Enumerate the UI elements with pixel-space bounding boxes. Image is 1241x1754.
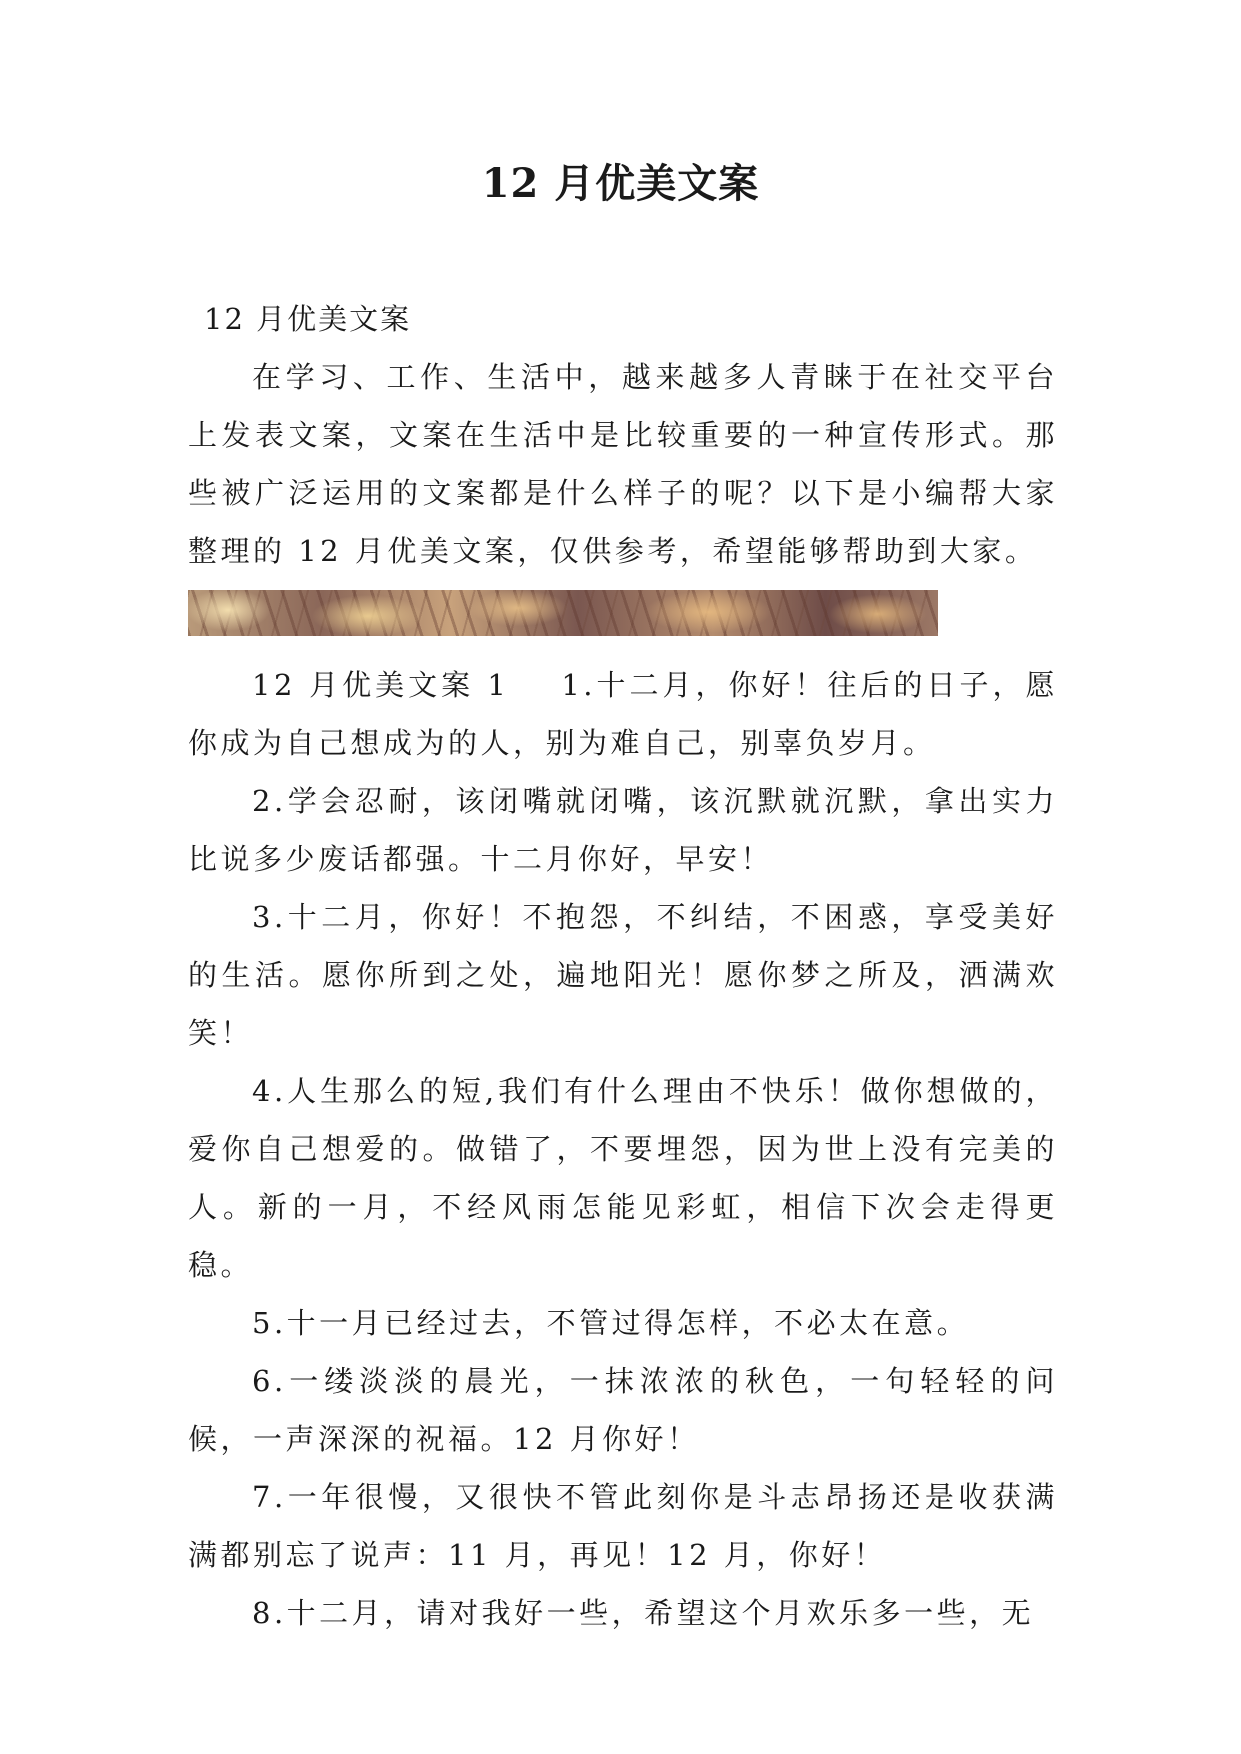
- document-body: [188, 290, 1058, 1642]
- list-item: 4.人生那么的短,我们有什么理由不快乐！做你想做的，爱你自己想爱的。做错了，不要埋怨，因为世上没有完美的人。新的一月，不经风雨怎能见彩虹，相信下次会走得更稳。: [188, 1074, 1058, 1282]
- list-item: 3.十二月，你好！不抱怨，不纠结，不困惑，享受美好的生活。愿你所到之处，遍地阳光！愿你梦之所及，洒满欢笑！: [188, 900, 1058, 1050]
- list-item: 7.一年很慢，又很快不管此刻你是斗志昂扬还是收获满满都别忘了说声：11 月，再见！12 月，你好！: [188, 1480, 1058, 1572]
- subtitle: 12 月优美文案: [204, 302, 412, 336]
- list-item: 5.十一月已经过去，不管过得怎样，不必太在意。: [252, 1306, 970, 1340]
- intro-paragraph: 在学习、工作、生活中，越来越多人青睐于在社交平台上发表文案，文案在生活中是比较重要的一种宣传形式。那些被广泛运用的文案都是什么样子的呢？以下是小编帮大家整理的 12 月优美文案，仅供参考，希望能够帮助到大家。: [188, 360, 1058, 568]
- page-title: 12 月优美文案: [481, 160, 760, 207]
- list-item-text: 1.十二月，你好！往后的日子，愿你成为自己想成为的人，别为难自己，别辜负岁月。: [188, 668, 1059, 760]
- section-heading: 12 月优美文案 1: [252, 668, 510, 702]
- list-item: 2.学会忍耐，该闭嘴就闭嘴，该沉默就沉默，拿出实力比说多少废话都强。十二月你好，早安！: [188, 784, 1058, 876]
- list-item: [188, 656, 1058, 772]
- list-item: 6.一缕淡淡的晨光，一抹浓浓的秋色，一句轻轻的问候，一声深深的祝福。12 月你好！: [188, 1364, 1058, 1456]
- list-item: 8.十二月，请对我好一些，希望这个月欢乐多一些，无: [252, 1596, 1035, 1630]
- decorative-banner-image: [188, 590, 938, 636]
